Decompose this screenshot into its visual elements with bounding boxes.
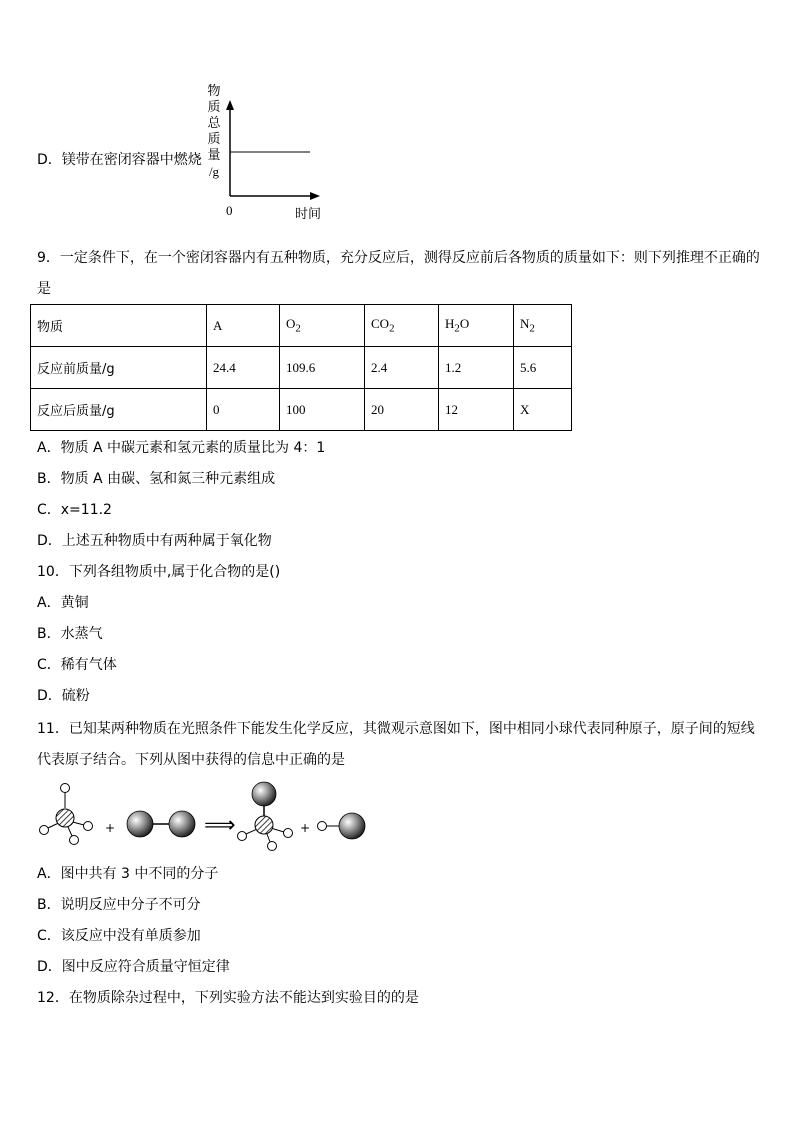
- methane-molecule: [40, 784, 93, 845]
- reaction-diagram: [30, 780, 380, 856]
- q8-option-d: D．镁带在密闭容器中燃烧: [37, 152, 202, 168]
- q10-option-c: C．稀有气体: [37, 657, 117, 673]
- table-cell: 100: [280, 389, 365, 431]
- q9-mass-table: [30, 304, 572, 431]
- q9-option-c: C．x=11.2: [37, 502, 112, 518]
- q10-option-b: B．水蒸气: [37, 626, 103, 642]
- y-label-char: 质: [207, 100, 221, 115]
- table-row: [31, 389, 572, 431]
- q9-stem-line2: 是: [37, 281, 51, 297]
- table-cell: 0: [207, 389, 280, 431]
- y-label-char: 量: [207, 148, 221, 163]
- table-cell: 1.2: [439, 347, 514, 389]
- plus-sign: +: [300, 821, 311, 835]
- table-cell: 12: [439, 389, 514, 431]
- q10-option-a: A．黄铜: [37, 595, 89, 611]
- q11-option-d: D．图中反应符合质量守恒定律: [37, 959, 230, 975]
- y-label-char: 物: [207, 84, 221, 99]
- q11-option-a: A．图中共有 3 中不同的分子: [37, 866, 219, 882]
- y-axis-arrow: [226, 100, 234, 110]
- y-label-char: 总: [207, 116, 221, 131]
- table-header-cell: $O_2$: [280, 305, 365, 347]
- y-label-char: /g: [208, 164, 220, 179]
- hydrogen-chloride-molecule: [318, 813, 366, 839]
- reaction-arrow: ⟹: [204, 813, 236, 838]
- table-header-cell: 物质: [31, 305, 207, 347]
- q11-option-b: B．说明反应中分子不可分: [37, 897, 201, 913]
- q11-option-c: C．该反应中没有单质参加: [37, 928, 201, 944]
- chloromethane-molecule: [238, 782, 293, 851]
- q9-option-d: D．上述五种物质中有两种属于氧化物: [37, 533, 272, 549]
- q10-option-d: D．硫粉: [37, 688, 90, 704]
- q11-stem-line2: 代表原子结合。下列从图中获得的信息中正确的是: [37, 752, 345, 768]
- table-header-cell: $CO_2$: [365, 305, 439, 347]
- q12-stem: 12．在物质除杂过程中，下列实验方法不能达到实验目的的是: [37, 990, 419, 1006]
- plus-sign: +: [105, 821, 116, 835]
- mass-time-graph: [220, 96, 330, 208]
- graph-x-label: 时间: [295, 207, 322, 222]
- table-cell: X: [514, 389, 572, 431]
- q9-stem-line1: 9．一定条件下，在一个密闭容器内有五种物质，充分反应后，测得反应前后各物质的质量如下：则下列推理不正确的: [37, 250, 760, 266]
- q9-option-a: A．物质 A 中碳元素和氢元素的质量比为 4：1: [37, 440, 326, 456]
- table-cell: 20: [365, 389, 439, 431]
- x-axis-arrow: [310, 192, 320, 200]
- table-cell: 5.6: [514, 347, 572, 389]
- table-cell: 2.4: [365, 347, 439, 389]
- table-cell: 反应后质量/g: [31, 389, 207, 431]
- table-header-cell: $N_2$: [514, 305, 572, 347]
- table-cell: 24.4: [207, 347, 280, 389]
- chlorine-molecule: [127, 811, 195, 837]
- table-row: [31, 347, 572, 389]
- graph-origin: 0: [226, 203, 233, 218]
- table-header-cell: $H_2O$: [439, 305, 514, 347]
- q9-option-b: B．物质 A 由碳、氢和氮三种元素组成: [37, 471, 276, 487]
- table-header-row: [31, 305, 572, 347]
- table-header-cell: A: [207, 305, 280, 347]
- table-cell: 反应前质量/g: [31, 347, 207, 389]
- table-cell: 109.6: [280, 347, 365, 389]
- q10-stem: 10．下列各组物质中,属于化合物的是(): [37, 564, 281, 580]
- y-label-char: 质: [207, 132, 221, 147]
- q11-stem-line1: 11．已知某两种物质在光照条件下能发生化学反应，其微观示意图如下，图中相同小球代表同种原子，原子间的短线: [37, 721, 755, 737]
